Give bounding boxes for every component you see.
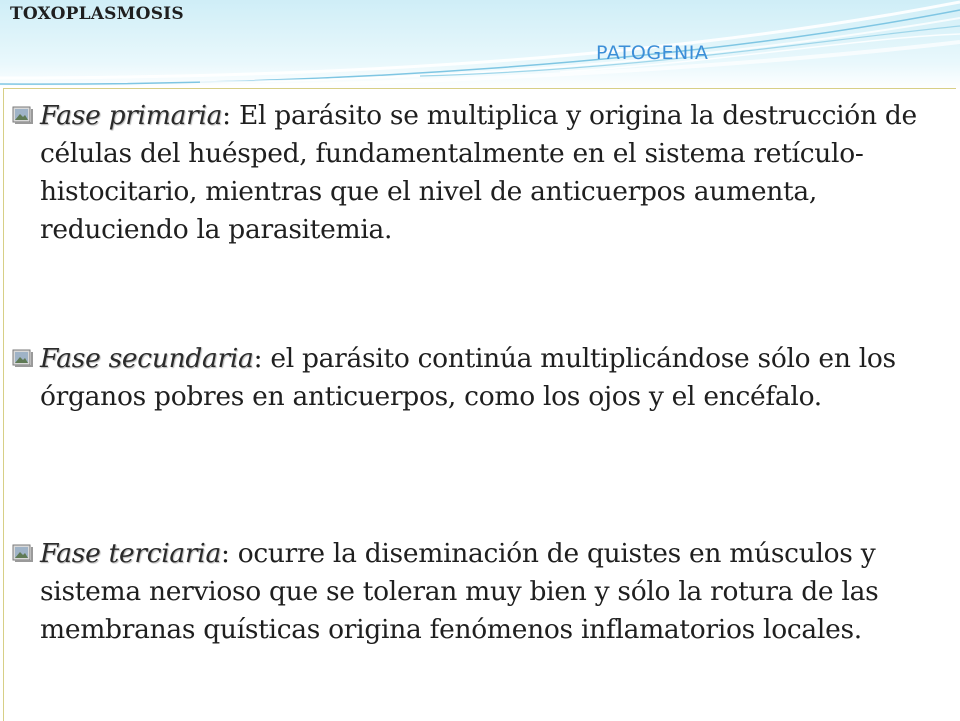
picture-bullet-icon [12,543,34,563]
bullet-term: Fase terciaria [40,538,221,569]
picture-bullet-icon [12,105,34,125]
slide-subtitle: PATOGENIA [596,42,709,64]
bullet-text: El parásito se multiplica y origina la destrucción de células del huésped, fundamentalmente en el sistema retículo-histocitario, mientras que el nivel de anticuerpos aumenta, reduciendo la parasitemia. [40,100,917,245]
bullet-text: ocurre la diseminación de quistes en músculos y sistema nervioso que se toleran muy bien y sólo la rotura de las membranas quísticas origina fenómenos inflamatorios locales. [40,538,879,645]
bullet-term: Fase primaria [40,100,223,131]
bullet-separator: : [253,343,271,374]
bullet-separator: : [220,538,238,569]
bullet-fase-primaria [40,97,950,249]
slide-header [0,0,960,90]
slide-title: TOXOPLASMOSIS [10,4,184,24]
bullet-fase-secundaria [40,340,950,416]
bullet-term: Fase secundaria [40,343,254,374]
bullet-fase-terciaria [40,535,950,649]
picture-bullet-icon [12,348,34,368]
bullet-separator: : [222,100,239,131]
bullet-text: el parásito continúa multiplicándose sólo en los órganos pobres en anticuerpos, como los ojos y el encéfalo. [40,343,896,412]
